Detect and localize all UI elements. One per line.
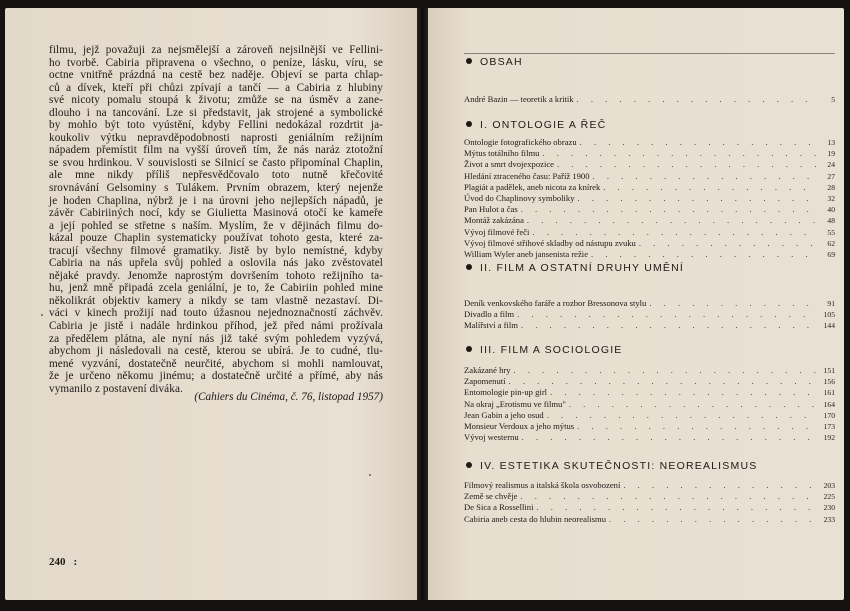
body-line: váci v kinech prožijí nad touto úžasnou nejednoznačností záchvěv. (49, 307, 383, 320)
body-line: by mohlo být toto vyústění, kdyby Fellini nedokázal rozdrtit ja- (49, 119, 383, 132)
toc-entry (464, 309, 835, 320)
toc-section-heading (466, 262, 684, 274)
toc-entry (464, 94, 835, 105)
dot-leader (580, 137, 818, 148)
dot-leader (609, 514, 818, 525)
toc-entry-title: Zapomenutí (464, 376, 506, 387)
paper-speck (369, 474, 371, 476)
toc-entry-title: Deník venkovského faráře a rozbor Bressonova stylu (464, 298, 647, 308)
dot-leader (521, 204, 818, 215)
toc-entry (464, 249, 835, 260)
toc-entry-page: 164 (823, 399, 835, 409)
toc-entry-page: 40 (827, 205, 835, 215)
toc-entry-page: 230 (823, 503, 835, 513)
toc-entry-page: 32 (827, 194, 835, 204)
toc-entry-page: 170 (823, 410, 835, 420)
toc-entry-title: Cabiria aneb cesta do hlubin neorealismu (464, 513, 606, 524)
toc-entry-title: Hledání ztraceného času: Paříž 1900 (464, 170, 590, 181)
toc-entry-title: Pan Hulot a čas (464, 204, 518, 215)
body-line: se svou hrdinkou. V souvislosti se Silnicí se často připomínal Chaplin, (49, 156, 383, 169)
dot-leader (517, 309, 818, 320)
toc-entry-title: Entomologie pin-up girl (464, 387, 548, 398)
header-rule (464, 53, 835, 54)
toc-section-entries (464, 298, 835, 332)
body-line: nápadem přemístit film na vyšší úroveň tím, že nás naráz ztotožní (49, 144, 383, 157)
toc-entry (464, 491, 835, 502)
toc-entry-title: Jean Gabin a jeho osud (464, 409, 544, 420)
body-line: že je určeno někomu jinému; a dostatečně určité a přímé, aby nás (49, 370, 383, 383)
dot-leader (603, 182, 818, 193)
toc-title (466, 56, 523, 68)
toc-section-entries (464, 137, 835, 260)
toc-entry (464, 387, 835, 398)
body-line: závěr Cabiriiných nocí, kdy se Giulietta Masinová otočí ke kameře (49, 207, 383, 220)
toc-entry (464, 376, 835, 387)
toc-entry-page: 62 (827, 238, 835, 248)
dot-leader (550, 387, 818, 398)
toc-entry-page: 151 (823, 366, 835, 375)
toc-entry-page: 27 (827, 171, 835, 181)
toc-entry-page: 105 (823, 310, 835, 320)
dot-leader (577, 421, 818, 432)
toc-entry (464, 298, 835, 309)
toc-entry-page: 156 (823, 377, 835, 387)
toc-entry (464, 227, 835, 238)
toc-entry-page: 69 (827, 250, 835, 260)
body-line: tracují všechny filmové gramatiky. Jistě by bylo nemístné, kdyby (49, 244, 383, 257)
toc-entry-title: Divadlo a film (464, 309, 515, 320)
dot-leader (520, 491, 818, 502)
body-text (49, 44, 383, 395)
toc-entry (464, 514, 835, 525)
dot-leader (514, 365, 818, 376)
toc-section-entries (464, 480, 835, 525)
toc-entry-page: 91 (827, 299, 835, 308)
body-line: Cabiria je jistě i nadále hrdinkou příhod, jež před námi prožívala (49, 320, 383, 333)
toc-entry-page: 233 (823, 514, 835, 524)
body-line: hu, jenž mně připadá zcela geniální, je to, že Cabiriin pohled mine (49, 282, 383, 295)
toc-entry-title: Filmový realismus a italská škola osvobození (464, 480, 621, 490)
dot-leader (649, 298, 818, 309)
body-line: filmu, jejž považuji za nejsmělejší a zároveň nejsilnější ve Fellini- (49, 44, 383, 56)
dot-leader (527, 215, 818, 226)
toc-entry-title: De Sica a Rossellini (464, 502, 534, 513)
body-line: vymanilo z postavení diváka. (49, 382, 183, 395)
toc-entry-title: William Wyler aneb jansenista režie (464, 249, 589, 260)
body-line: nějaké pravdy. Jenomže naprostým dovršením tohoto režijního ta- (49, 269, 383, 282)
body-line: za předělem plátna, ale nyní nás již také svým pohledem vyzývá, (49, 332, 383, 345)
toc-entry-title: Monsieur Verdoux a jeho mýtus (464, 421, 575, 432)
toc-entry-page: 144 (823, 321, 835, 331)
toc-entry-title: Na okraj „Erotismu ve filmu" (464, 398, 566, 409)
body-line: ho tvorbě. Cabiria připravena o všechno, o peníze, lásku, víru, se (49, 56, 383, 69)
bullet-icon (466, 346, 472, 352)
citation: (Cahiers du Cinéma, č. 76, listopad 1957) (194, 391, 383, 403)
toc-entry (464, 204, 835, 215)
left-page (5, 8, 417, 600)
toc-entry-page: 55 (827, 227, 835, 237)
toc-entry (464, 480, 835, 491)
toc-entry (464, 410, 835, 421)
toc-entry-title: Mýtus totálního filmu (464, 148, 540, 159)
dot-leader (532, 227, 818, 238)
toc-entry (464, 171, 835, 182)
toc-entry-page: 13 (827, 138, 835, 147)
toc-section-heading (466, 344, 623, 356)
toc-entry (464, 502, 835, 513)
body-line: kázal pouze Chaplin systematicky používat tohoto gesta, které za- (49, 232, 383, 245)
toc-entry-page: 28 (827, 182, 835, 192)
toc-entry-title: Vývoj westernu (464, 432, 519, 443)
body-line: a její pohled se střetne s naším. Myslím, že v dějinách filmu do- (49, 219, 383, 232)
body-line: abychom ji následovali na cestě, kterou se ubírá. Je to cudné, tlu- (49, 345, 383, 358)
body-line: Cabiria na nás upřela svůj pohled a oslovila nás jako zvěstovatel (49, 257, 383, 270)
toc-entry-page: 161 (823, 388, 835, 398)
dot-leader (639, 238, 818, 249)
toc-section-heading (466, 460, 757, 472)
toc-entry-page: 225 (823, 492, 835, 502)
toc-entry-page: 5 (831, 95, 835, 104)
toc-entry (464, 320, 835, 331)
dot-leader (578, 193, 818, 204)
toc-section-heading (466, 119, 606, 131)
body-line: dlouho i na tancování. Lze si představit, jak strojené a symbolické (49, 106, 383, 119)
dot-leader (547, 410, 818, 421)
body-line: mené vyzvání, dostatečně neurčité, abychom si mohli namlouvat, (49, 357, 383, 370)
toc-section-title: I. ONTOLOGIE A ŘEČ (480, 119, 607, 131)
toc-entry-page: 48 (827, 216, 835, 226)
dot-leader (577, 94, 818, 105)
toc-intro (464, 94, 835, 105)
toc-entry-title: Život a smrt dvojexpozice (464, 159, 554, 170)
toc-entry (464, 148, 835, 159)
bullet-icon (466, 264, 472, 270)
body-line: své nicoty pomalu stoupá k životu; zmůže se na úsměv a zane- (49, 94, 383, 107)
toc-entry-title: Malířství a film (464, 320, 518, 331)
toc-entry-title: Vývoj filmové řeči (464, 226, 530, 237)
toc-entry (464, 215, 835, 226)
toc-entry-page: 19 (827, 149, 835, 159)
toc-entry (464, 182, 835, 193)
body-line: ale mne nikdy příliš nepřesvědčovalo toto nutně křečovité (49, 169, 383, 182)
body-line: ců a dívek, kteří při chůzi zpívají a tančí — a Cabiria z hlubiny (49, 81, 383, 94)
bullet-icon (466, 462, 472, 468)
page-number (49, 556, 77, 568)
toc-entry-page: 24 (827, 160, 835, 170)
toc-entry (464, 421, 835, 432)
toc-entry (464, 365, 835, 376)
body-line: koukoliv výtku nepravděpodobnosti naprosti geniálním režijním (49, 131, 383, 144)
toc-section-title: II. FILM A OSTATNÍ DRUHY UMĚNÍ (480, 262, 685, 274)
toc-entry-title: André Bazin — teoretik a kritik (464, 94, 574, 104)
dot-leader (591, 249, 818, 260)
toc-entry-page: 173 (823, 422, 835, 432)
toc-entry-title: Montáž zakázána (464, 215, 524, 226)
toc-entry (464, 159, 835, 170)
dot-leader (569, 399, 818, 410)
toc-entry-title: Úvod do Chaplinovy symboliky (464, 193, 575, 204)
dot-leader (521, 320, 818, 331)
body-line: octne vnitřně prázdná na cestě bez naděje. Objeví se parta chlap- (49, 69, 383, 82)
toc-entry-title: Vývoj filmové střihové skladby od nástupu zvuku (464, 237, 636, 248)
dot-leader (557, 159, 818, 170)
toc-entry-page: 203 (823, 481, 835, 490)
toc-entry (464, 432, 835, 443)
page-number-mark: : (73, 556, 78, 568)
dot-leader (509, 376, 818, 387)
dot-leader (623, 480, 818, 491)
page-number-value: 240 (49, 556, 66, 568)
body-line: srovnávání Gelsominy s Tulákem. Prvním obrazem, který nejenže (49, 182, 383, 195)
body-line: je hoden Chaplina, nýbrž je i na úrovni jeho nejlepších nápadů, je (49, 194, 383, 207)
dot-leader (536, 502, 818, 513)
bullet-icon (466, 121, 472, 127)
toc-entry-title: Plagiát a padělek, aneb nicota za knírek (464, 181, 601, 192)
body-line: několikrát objektiv kamery a nikdy se tam vlastně nezastaví. Di- (49, 294, 383, 307)
toc-section-title: IV. ESTETIKA SKUTEČNOSTI: NEOREALISMUS (480, 460, 758, 472)
toc-entry-title: Ontologie fotografického obrazu (464, 137, 577, 147)
toc-title-text: OBSAH (480, 56, 523, 68)
toc-entry (464, 238, 835, 249)
book-gutter (417, 8, 428, 600)
toc-entry-title: Zakázané hry (464, 365, 511, 375)
right-page (428, 8, 844, 600)
toc-entry (464, 399, 835, 410)
toc-entry (464, 193, 835, 204)
toc-section-title: III. FILM A SOCIOLOGIE (480, 344, 623, 356)
dot-leader (593, 171, 818, 182)
dot-leader (522, 432, 818, 443)
paper-speck (41, 314, 43, 316)
dot-leader (542, 148, 818, 159)
toc-entry (464, 137, 835, 148)
toc-entry-title: Země se chvěje (464, 491, 518, 502)
bullet-icon (466, 58, 472, 64)
toc-section-entries (464, 365, 835, 443)
toc-entry-page: 192 (823, 433, 835, 443)
